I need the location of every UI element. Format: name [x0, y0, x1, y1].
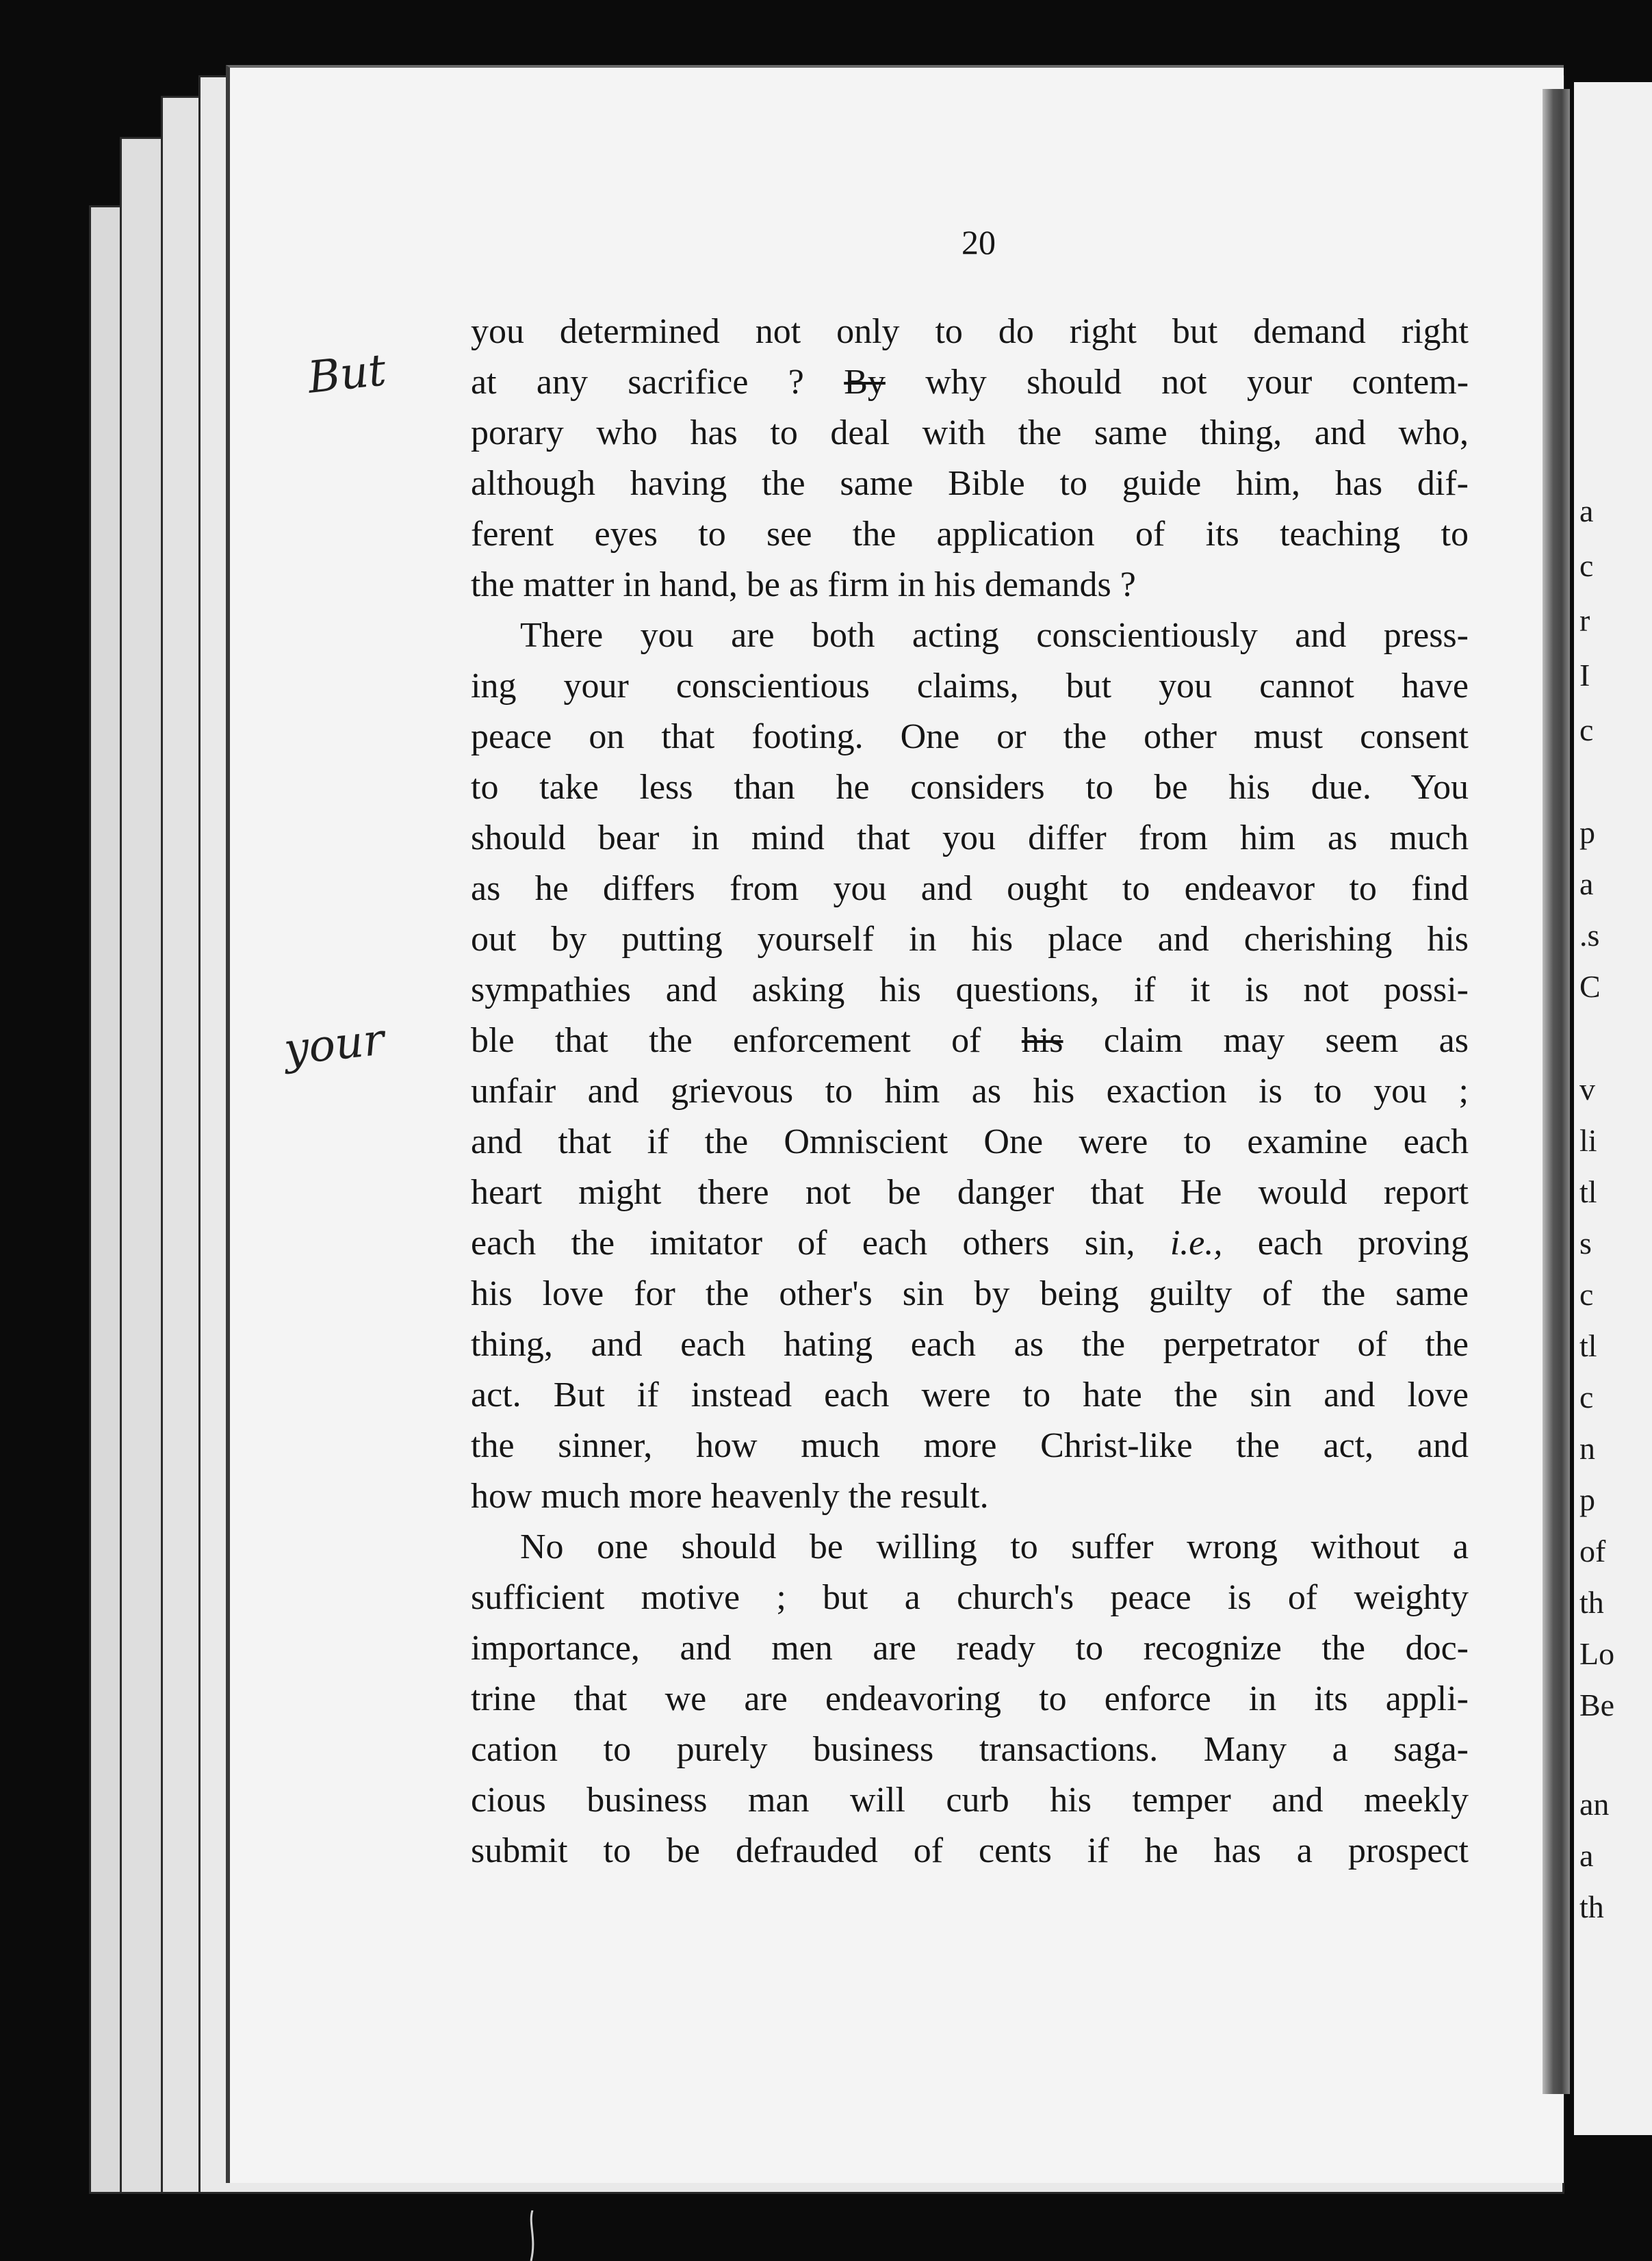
text-line: each the imitator of each others sin, i.e., each proving — [471, 1224, 1469, 1263]
text-line: peace on that footing. One or the other must consent — [471, 717, 1469, 756]
text-line: you determined not only to do right but demand right — [471, 312, 1469, 351]
facing-fragment: c — [1579, 712, 1594, 747]
facing-fragment: s — [1579, 1226, 1592, 1261]
facing-fragment: .s — [1579, 918, 1600, 953]
facing-fragment: c — [1579, 548, 1594, 583]
facing-fragment: tl — [1579, 1328, 1597, 1363]
text-line: at any sacrifice ? By why should not your contem- — [471, 363, 1469, 402]
text-line: cation to purely business transactions. Many a saga- — [471, 1730, 1469, 1769]
facing-fragment: I — [1579, 658, 1590, 693]
text-line: as he differs from you and ought to endeavor to find — [471, 869, 1469, 908]
text-line: unfair and grievous to him as his exaction is to you ; — [471, 1072, 1469, 1111]
facing-fragment: a — [1579, 866, 1594, 901]
text-line: should bear in mind that you differ from him as much — [471, 818, 1469, 857]
text-line: act. But if instead each were to hate the sin and love — [471, 1375, 1469, 1414]
facing-fragment: C — [1579, 969, 1601, 1004]
facing-fragment: a — [1579, 493, 1594, 528]
text-line: out by putting yourself in his place and cherishing his — [471, 920, 1469, 959]
text-line: although having the same Bible to guide him, has dif- — [471, 464, 1469, 503]
text-line: ing your conscientious claims, but you cannot have — [471, 667, 1469, 706]
text-line: sufficient motive ; but a church's peace is of weighty — [471, 1578, 1469, 1617]
facing-fragment: c — [1579, 1380, 1594, 1414]
struck-word: his — [1021, 1021, 1063, 1060]
text-line: his love for the other's sin by being guilty of the same — [471, 1274, 1469, 1313]
facing-fragment: p — [1579, 1482, 1595, 1517]
text-line: how much more heavenly the result. — [471, 1477, 989, 1516]
facing-fragment: th — [1579, 1889, 1604, 1924]
struck-word: By — [844, 363, 886, 402]
facing-fragment: tl — [1579, 1174, 1597, 1209]
facing-fragment: r — [1579, 603, 1590, 638]
facing-fragment: of — [1579, 1534, 1606, 1568]
text-line: heart might there not be danger that He would report — [471, 1173, 1469, 1212]
facing-fragment: n — [1579, 1431, 1595, 1466]
facing-fragment: Be — [1579, 1688, 1615, 1722]
book-gutter — [1543, 89, 1570, 2094]
facing-fragment: li — [1579, 1123, 1597, 1158]
handwritten-margin-note: your — [281, 1014, 387, 1076]
text-line: submit to be defrauded of cents if he has a prospect — [471, 1831, 1469, 1870]
text-line: thing, and each hating each as the perpetrator of the — [471, 1325, 1469, 1364]
text-line: sympathies and asking his questions, if it is not possi- — [471, 970, 1469, 1009]
text-line: and that if the Omniscient One were to examine each — [471, 1122, 1469, 1161]
facing-fragment: c — [1579, 1277, 1594, 1312]
text-line: ferent eyes to see the application of its teaching to — [471, 515, 1469, 554]
page-number: 20 — [961, 223, 996, 261]
facing-fragment: a — [1579, 1838, 1594, 1873]
facing-fragment: p — [1579, 815, 1595, 850]
text-line: the matter in hand, be as firm in his demands ? — [471, 565, 1136, 604]
text-line: cious business man will curb his temper and meekly — [471, 1781, 1469, 1820]
page-body-text — [471, 307, 1469, 1876]
text-line: trine that we are endeavoring to enforce in its appli- — [471, 1679, 1469, 1718]
text-line: porary who has to deal with the same thing, and who, — [471, 413, 1469, 452]
text-line: There you are both acting conscientiously and press- — [520, 616, 1469, 655]
facing-fragment: v — [1579, 1072, 1595, 1107]
facing-fragment: an — [1579, 1787, 1610, 1822]
text-line: ble that the enforcement of his claim may seem as — [471, 1021, 1469, 1060]
text-line: No one should be willing to suffer wrong without a — [520, 1527, 1469, 1566]
text-line: to take less than he considers to be his due. You — [471, 768, 1469, 807]
scan-scratch — [527, 2210, 538, 2261]
facing-fragment: th — [1579, 1585, 1604, 1620]
facing-page — [1574, 82, 1652, 2135]
italic-abbreviation: i.e., — [1170, 1224, 1223, 1263]
facing-fragment: Lo — [1579, 1636, 1615, 1671]
text-line: the sinner, how much more Christ-like the act, and — [471, 1426, 1469, 1465]
text-line: importance, and men are ready to recognize the doc- — [471, 1629, 1469, 1668]
handwritten-margin-note: But — [305, 345, 389, 404]
